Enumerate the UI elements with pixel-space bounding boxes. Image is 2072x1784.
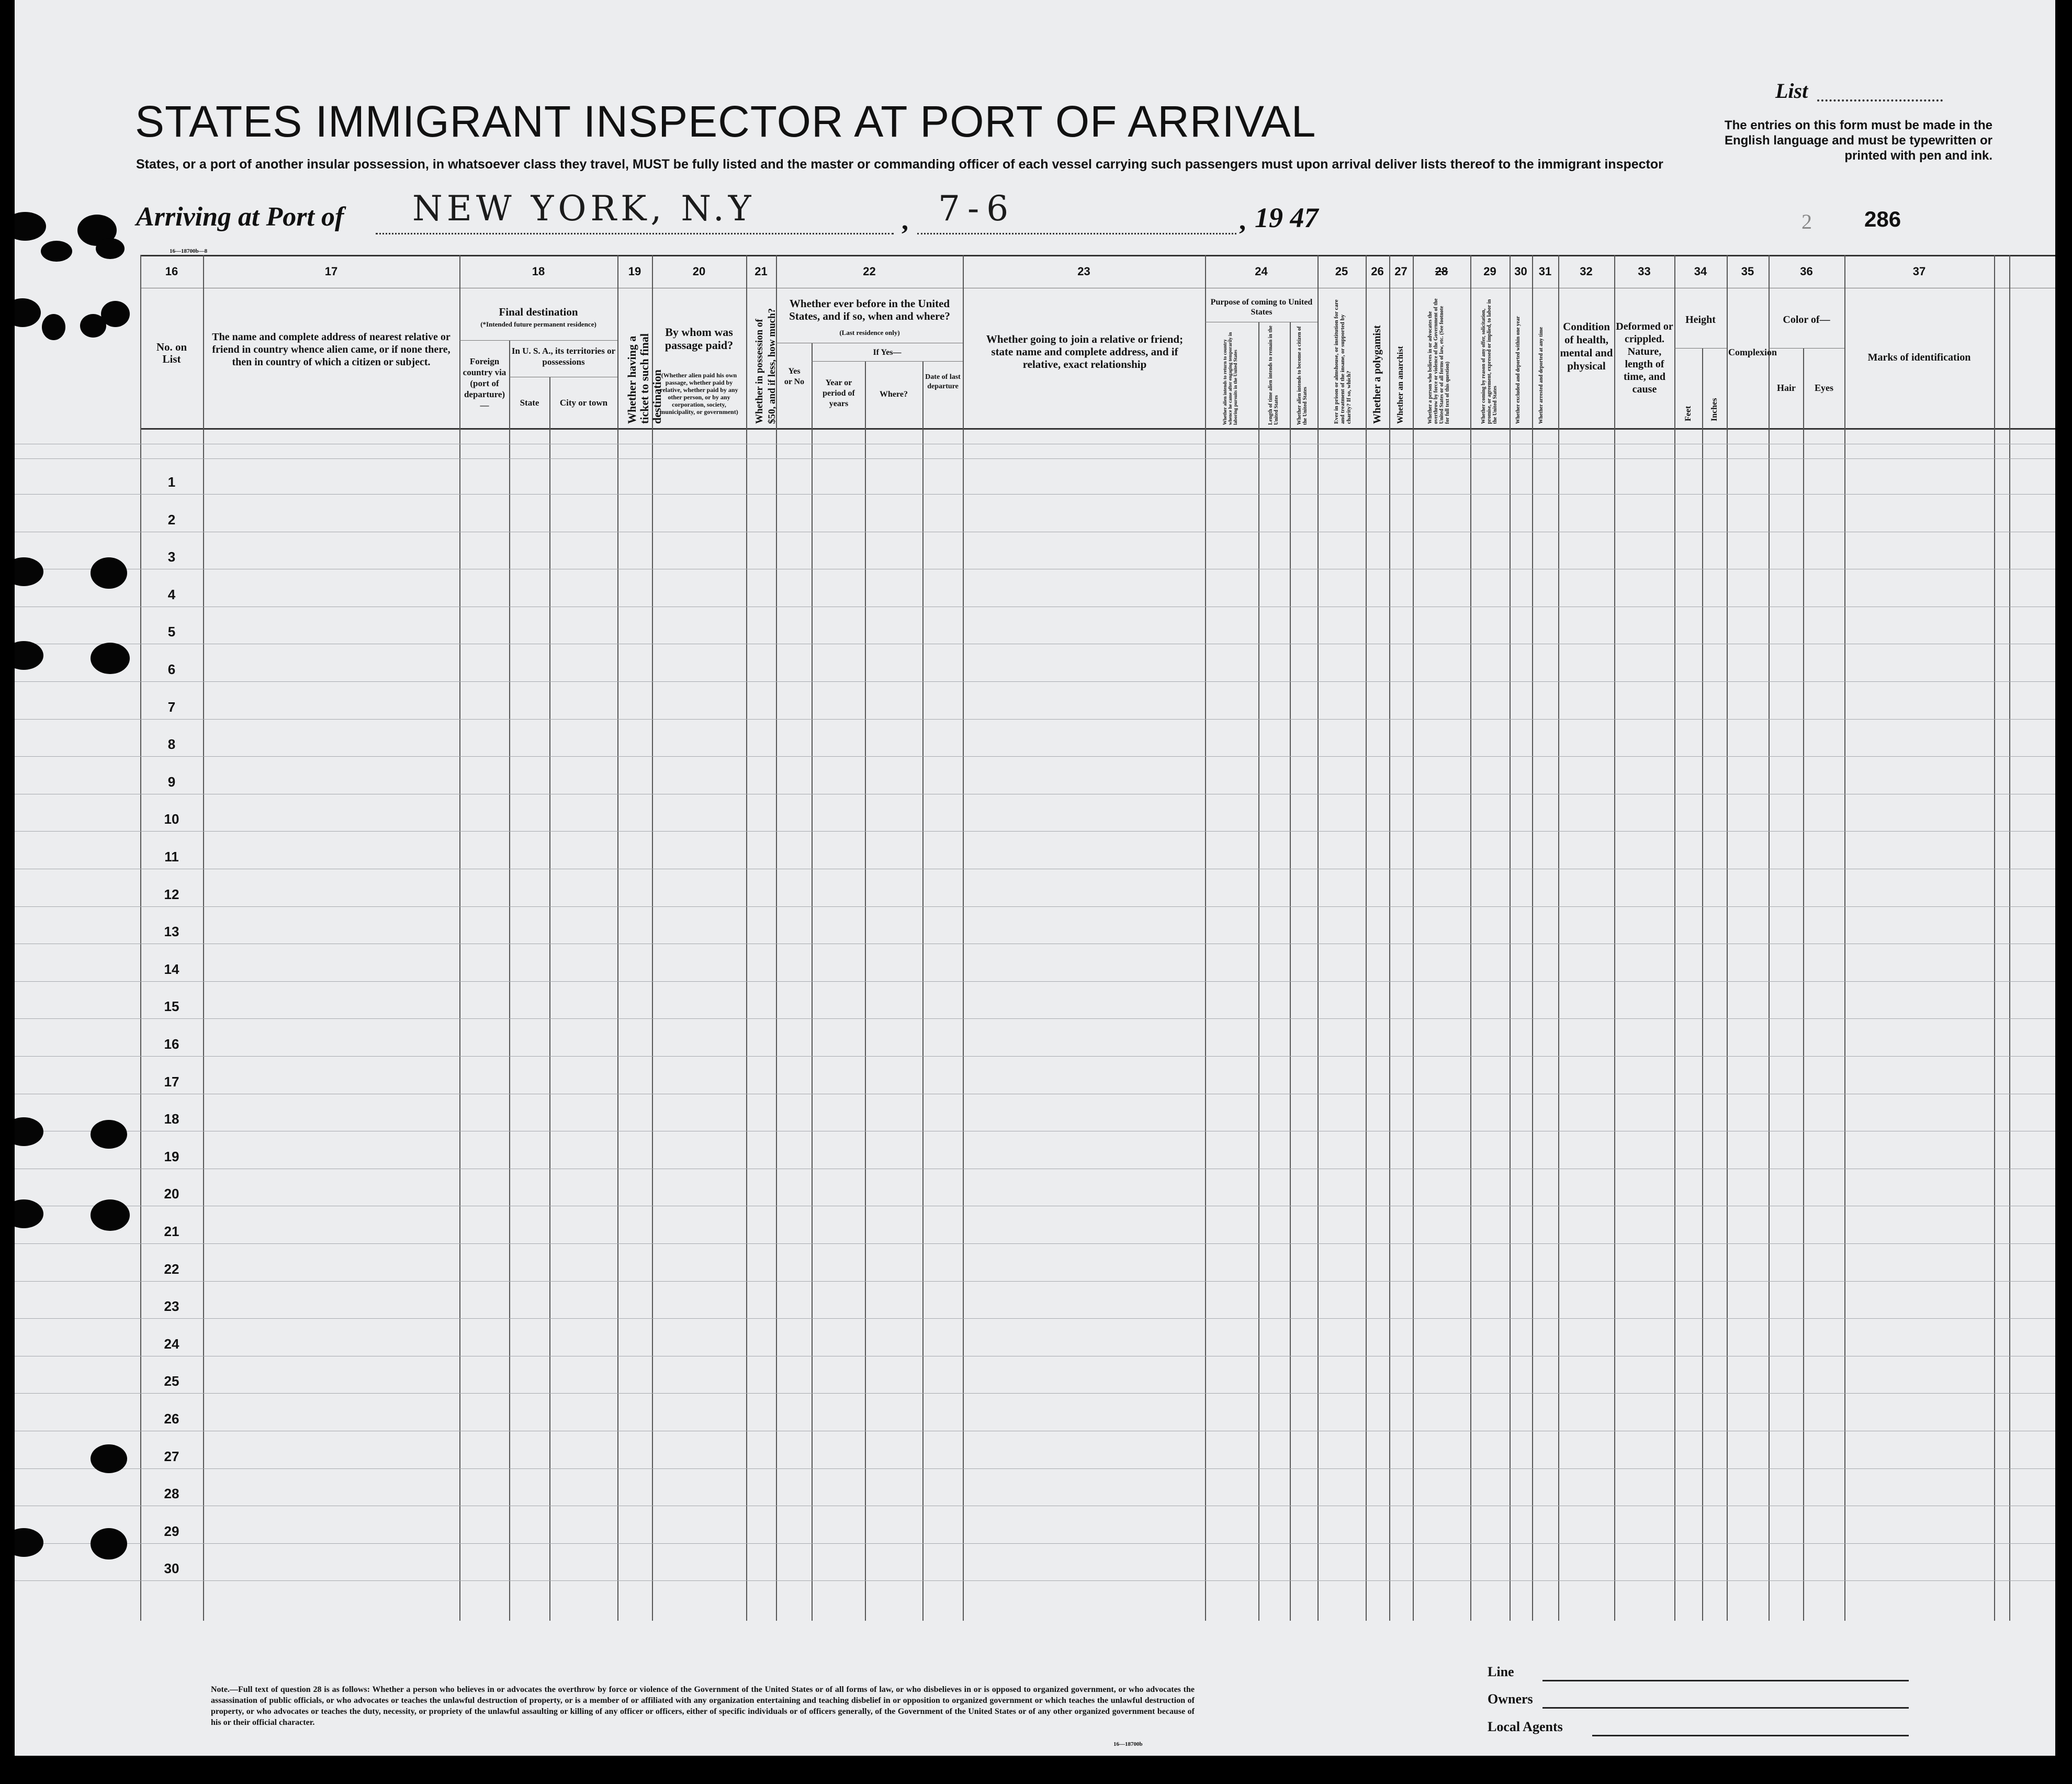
row-number: 16 <box>164 1036 179 1052</box>
col-line <box>1702 348 1703 1621</box>
header-bottom-border <box>140 428 2055 430</box>
column-number: 29 <box>1483 265 1496 278</box>
table-row[interactable] <box>15 719 2055 720</box>
binder-hole <box>96 238 125 259</box>
table-row[interactable] <box>15 1468 2055 1469</box>
header-purpose-return: Whether alien intends to return to country whence he came after engaging temporarily in laboring pursuits in the United States <box>1222 332 1238 425</box>
port-value: NEW YORK, N.Y <box>412 188 756 229</box>
binder-hole <box>91 1444 127 1473</box>
column-number: 33 <box>1638 265 1651 278</box>
header-final-destination: Final destination <box>499 306 578 318</box>
header-if-yes: If Yes— <box>873 348 902 357</box>
row-number: 14 <box>164 961 179 977</box>
row-number: 28 <box>164 1486 179 1501</box>
form-code-top: 16—18700b—8 <box>170 248 208 254</box>
column-number: 27 <box>1394 265 1407 278</box>
header-offer-labor: Whether coming by reason of any offer, solicitation, promise, or agreement, expressed or implied, to labor in the United States <box>1481 299 1498 424</box>
header-condition: Condition of health, mental and physical <box>1560 320 1613 372</box>
col-line <box>1510 255 1511 1621</box>
binder-hole <box>91 1120 127 1149</box>
row-number: 19 <box>164 1149 179 1164</box>
row-number: 2 <box>167 512 176 528</box>
row-number: 17 <box>164 1074 179 1090</box>
col-line <box>746 255 747 1621</box>
column-number: 35 <box>1741 265 1754 278</box>
column-number: 36 <box>1800 265 1813 278</box>
col-line <box>1205 255 1206 1621</box>
table-row[interactable] <box>15 494 2055 495</box>
binder-hole <box>15 1199 43 1228</box>
column-number: 31 <box>1538 265 1552 278</box>
header-year-period: Year or period of years <box>823 378 855 408</box>
table-row[interactable] <box>15 756 2055 757</box>
column-number: 26 <box>1371 265 1384 278</box>
table-row[interactable] <box>15 1318 2055 1319</box>
form-code-bottom: 16—18700b <box>1113 1741 1143 1747</box>
header-by-whom-paid: By whom was passage paid? <box>665 326 734 352</box>
table-row[interactable] <box>15 906 2055 907</box>
row-number: 6 <box>167 661 176 677</box>
local-agents-label: Local Agents <box>1488 1719 1563 1734</box>
col-line <box>1532 255 1533 1621</box>
table-row[interactable] <box>15 1281 2055 1282</box>
header-date-departure: Date of last departure <box>925 373 961 390</box>
header-yes-or-no: Yes or No <box>784 367 805 386</box>
binder-hole <box>42 314 65 340</box>
col-line <box>1413 255 1414 1621</box>
binder-hole <box>15 212 46 241</box>
binder-hole <box>91 557 127 589</box>
col-line <box>776 255 777 1621</box>
col-line <box>1769 255 1770 1621</box>
form-instructions: The entries on this form must be made in the English language and must be typewritten or printed with pen and ink. <box>1724 118 1992 163</box>
header-possession-50: Whether in possession of $50, and if less, how much? <box>754 308 778 424</box>
col-line <box>549 377 550 1621</box>
row-number: 25 <box>164 1373 179 1389</box>
comma-mark: , <box>902 206 908 235</box>
col-line <box>1290 322 1291 1621</box>
row-number: 24 <box>164 1336 179 1352</box>
header-hair: Hair <box>1777 383 1796 393</box>
header-purpose-length: Length of time alien intends to remain in the United States <box>1268 326 1279 425</box>
col-line <box>812 343 813 1621</box>
header-sub-line <box>459 340 617 341</box>
header-question-28: Whether a person who believes in or advocates the overthrow by force or violence of the Government of the United States or of all forms of law, etc. (See footnote for full text of this question) <box>1427 298 1450 424</box>
header-deformed: Deformed or crippled. Nature, length of time, and cause <box>1616 321 1673 395</box>
header-excluded: Whether excluded and deported within one year <box>1515 316 1521 424</box>
col-line <box>1803 348 1804 1621</box>
col-line <box>1844 255 1845 1621</box>
col-line <box>1317 255 1319 1621</box>
row-number: 23 <box>164 1298 179 1314</box>
header-sub-line <box>812 361 963 362</box>
header-last-residence: (Last residence only) <box>839 329 900 336</box>
row-number: 11 <box>164 849 179 865</box>
binder-hole <box>91 1199 130 1231</box>
faint-mark: 2 <box>1801 210 1812 233</box>
col-line <box>2009 255 2010 1621</box>
col-line <box>1727 255 1728 1621</box>
row-number: 26 <box>164 1411 179 1427</box>
table-row[interactable] <box>15 1018 2055 1019</box>
col-line <box>459 255 460 1621</box>
header-relative-friend: Whether going to join a relative or friend; state name and complete address, and if relative, exact relationship <box>986 333 1184 371</box>
table-row <box>15 458 2055 459</box>
column-number: 19 <box>628 265 641 278</box>
binder-hole <box>15 1117 43 1146</box>
line-field[interactable] <box>1542 1680 1909 1681</box>
header-city-or-town: City or town <box>559 398 608 408</box>
column-number: 21 <box>755 265 768 278</box>
page-number: 286 <box>1864 207 1901 231</box>
row-number: 15 <box>164 998 179 1014</box>
header-purpose: Purpose of coming to United States <box>1210 298 1313 317</box>
col-line <box>1558 255 1559 1621</box>
footnote-question-28: Note.—Full text of question 28 is as follows: Whether a person who believes in or advocates the overthrow by force or violence of the Government of the United States or of all forms of law, or who disbelieves in or is opposed to organized government, or who advocates the assassination of public officials, or who advocates or teaches the unlawful destruction of property, or is a member of or affiliated with any organization entertaining and teaching disbelief in or opposition to organized government or which teaches the unlawful destruction of property, or who advocates or teaches the duty, necessity, or propriety of the unlawful assaulting or killing of any officer or officers, either of specific individuals or of officers generally, of the Government of the United States or of any other organized government because of his or their official character. <box>211 1685 1195 1727</box>
header-inches: Inches <box>1710 398 1719 421</box>
table-row[interactable] <box>15 1580 2055 1581</box>
binder-hole <box>15 641 43 670</box>
header-final-destination-note: (*Intended future permanent residence) <box>480 320 596 328</box>
row-number: 5 <box>167 624 176 639</box>
table-row[interactable] <box>15 981 2055 982</box>
row-number: 7 <box>167 699 176 715</box>
table-row[interactable] <box>15 1243 2055 1244</box>
arriving-port-label: Arriving at Port of <box>136 202 344 232</box>
form-subtitle: States, or a port of another insular possession, in whatsoever class they travel, MUST be fully listed and the master or commanding officer of each vessel carrying such passengers must upon arrival deliver lists thereof to the immigrant inspector <box>136 157 1663 172</box>
binder-hole <box>91 1528 127 1559</box>
column-number: 23 <box>1077 265 1090 278</box>
col-line <box>1470 255 1471 1621</box>
list-number-field[interactable] <box>1817 99 1943 102</box>
col-line <box>1258 322 1259 1621</box>
row-number: 21 <box>164 1224 179 1239</box>
row-number: 9 <box>167 774 176 790</box>
header-in-usa: In U. S. A., its territories or possessions <box>511 346 616 367</box>
row-number: 8 <box>167 736 176 752</box>
line-label: Line <box>1488 1664 1514 1679</box>
column-number: 25 <box>1335 265 1348 278</box>
owners-field[interactable] <box>1542 1707 1909 1709</box>
header-sub-line <box>1674 348 1727 349</box>
table-top-border <box>140 255 2055 256</box>
binder-hole <box>91 643 130 674</box>
row-number: 12 <box>164 887 179 902</box>
header-no-on-list: No. on List <box>156 341 187 365</box>
column-number: 30 <box>1514 265 1527 278</box>
col-line <box>1389 255 1390 1621</box>
col-line <box>203 255 204 1621</box>
row-number: 30 <box>164 1561 179 1576</box>
owners-label: Owners <box>1488 1691 1533 1707</box>
col-line <box>963 255 964 1621</box>
col-line <box>1366 255 1367 1621</box>
row-number: 3 <box>167 549 176 565</box>
column-number: 37 <box>1912 265 1926 278</box>
date-field-line[interactable] <box>917 233 1236 234</box>
header-feet: Feet <box>1684 406 1693 421</box>
form-title: STATES IMMIGRANT INSPECTOR AT PORT OF ARRIVAL <box>135 97 1316 146</box>
column-number: 28 <box>1435 265 1448 278</box>
col-line <box>922 361 924 1621</box>
binder-hole <box>41 241 72 262</box>
header-height: Height <box>1685 314 1716 326</box>
header-ever-before: Whether ever before in the United States, and if so, when and where? <box>789 297 950 322</box>
comma-mark: , <box>1239 206 1246 235</box>
row-number: 10 <box>164 811 179 827</box>
column-number: 24 <box>1255 265 1268 278</box>
header-arrested: Whether arrested and deported at any time <box>1538 327 1544 424</box>
header-color-of: Color of— <box>1783 314 1830 326</box>
row-number: 18 <box>164 1111 179 1127</box>
row-number: 22 <box>164 1261 179 1277</box>
binder-hole <box>15 557 43 586</box>
column-number: 32 <box>1580 265 1593 278</box>
header-polygamist: Whether a polygamist <box>1371 325 1383 424</box>
header-purpose-citizen: Whether alien intends to become a citizen of the United States <box>1297 326 1308 425</box>
header-marks: Marks of identification <box>1867 352 1971 363</box>
table-row[interactable] <box>15 1393 2055 1394</box>
header-state: State <box>520 398 539 408</box>
header-ticket: Whether having a ticket to such final destination <box>625 333 663 424</box>
row-number: 29 <box>164 1523 179 1539</box>
header-anarchist: Whether an anarchist <box>1396 346 1405 424</box>
table-row[interactable] <box>15 831 2055 832</box>
row-number: 13 <box>164 924 179 939</box>
col-line <box>509 340 510 1621</box>
header-eyes: Eyes <box>1815 383 1833 393</box>
header-where: Where? <box>880 390 908 399</box>
port-field-line[interactable] <box>376 233 894 234</box>
date-value: 7-6 <box>938 188 1016 229</box>
col-line <box>617 255 618 1621</box>
binder-hole <box>80 314 106 338</box>
row-number: 4 <box>167 587 176 602</box>
header-nearest-relative: The name and complete address of nearest relative or friend in country whence alien came, or if none there, then in country of which a citizen or subject. <box>212 331 451 368</box>
col-line <box>652 255 653 1621</box>
table-row[interactable] <box>15 1056 2055 1057</box>
column-number: 17 <box>324 265 338 278</box>
table-row[interactable] <box>15 681 2055 682</box>
column-number: 34 <box>1694 265 1707 278</box>
binder-hole <box>15 298 41 327</box>
row-number: 27 <box>164 1449 179 1464</box>
year-value: 19 47 <box>1255 202 1319 233</box>
row-number: 1 <box>167 474 176 490</box>
list-label: List <box>1775 79 1808 103</box>
binder-hole <box>15 1528 43 1557</box>
col-line <box>1614 255 1615 1621</box>
header-by-whom-paid-note: (Whether alien paid his own passage, whether paid by relative, whether paid by any other person, or by any corporation, society, municipality, or government) <box>660 372 738 416</box>
header-sub-line <box>1769 348 1844 349</box>
header-complexion: Complexion <box>1728 347 1777 357</box>
column-number: 22 <box>863 265 876 278</box>
col-line <box>865 361 866 1621</box>
header-foreign-country: Foreign country via (port of departure)— <box>463 356 506 410</box>
col-line <box>1674 255 1675 1621</box>
header-prison: Ever in prison or almshouse, or institution for care and treatment of the insane, or supported by charity? If so, which? <box>1333 299 1352 424</box>
column-number: 18 <box>532 265 545 278</box>
column-number: 16 <box>165 265 178 278</box>
row-number: 20 <box>164 1186 179 1202</box>
column-number: 20 <box>692 265 706 278</box>
table-row[interactable] <box>15 1543 2055 1544</box>
local-agents-field[interactable] <box>1592 1735 1909 1736</box>
col-line <box>1994 255 1995 1621</box>
form-sheet <box>15 0 2055 1756</box>
